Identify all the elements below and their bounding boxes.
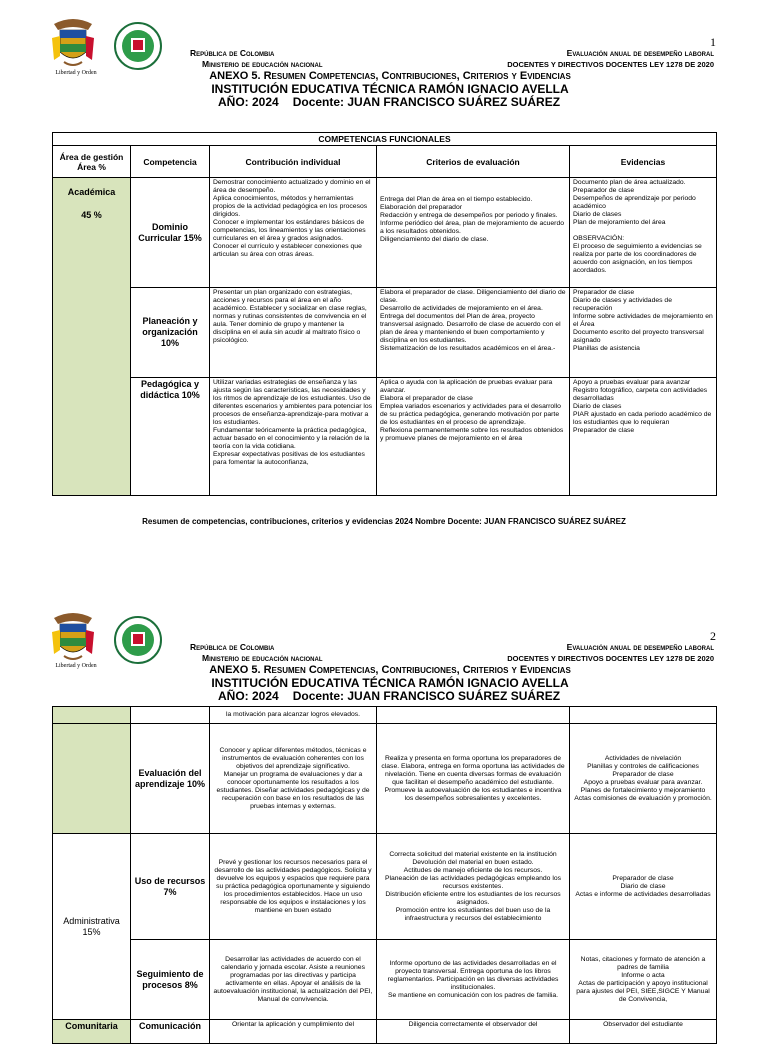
table-row	[53, 834, 717, 940]
teacher-label: Docente: JUAN FRANCISCO SUÁREZ SUÁREZ	[292, 95, 561, 109]
table-row	[53, 940, 717, 1020]
evaluation-label: Evaluación anual de desempeño laboral	[566, 48, 714, 58]
area-cell	[53, 178, 131, 496]
criteria-cell	[377, 707, 570, 724]
contribution-cell: Orientar la aplicación y cumplimiento del	[210, 1020, 377, 1044]
colombia-crest-logo	[50, 16, 96, 76]
crest-caption: Libertad y Orden	[55, 70, 97, 76]
evidence-cell: Actividades de nivelación Planillas y controles de calificaciones Preparador de clase Apoyo a pruebas evaluar para avanzar. Planes de fortalecimiento y mejoramiento Actas comisiones de evaluación y promoción.	[570, 724, 717, 834]
table-row	[53, 1020, 717, 1044]
header-right	[507, 642, 714, 664]
area-cell	[53, 707, 131, 724]
area-percent: 45 %	[81, 210, 102, 220]
area-cell: Administrativa 15%	[53, 834, 131, 1020]
law-label: DOCENTES Y DIRECTIVOS DOCENTES LEY 1278 DE 2020	[507, 60, 714, 69]
evidence-cell	[570, 707, 717, 724]
crest-caption: Libertad y Orden	[55, 663, 97, 669]
competence-cell: Pedagógica y didáctica 10%	[131, 378, 210, 496]
evidence-cell: Documento plan de área actualizado. Preparador de clase Desempeños de aprendizaje por periodo académico Diario de clases Plan de mejoramiento del área OBSERVACIÓN: El proceso de seguimiento a evidencias se realiza por parte de los coordinadores de acuerdo con asignación, en los tiempos acordados.	[570, 178, 717, 288]
competence-cell: Planeación y organización 10%	[131, 288, 210, 378]
column-header: Área de gestión Área %	[53, 146, 131, 178]
column-header: Evidencias	[570, 146, 717, 178]
evaluation-label: Evaluación anual de desempeño laboral	[566, 642, 714, 652]
page-number: 2	[710, 629, 716, 643]
year-label: AÑO: 2024	[218, 95, 279, 109]
criteria-cell: Diligencia correctamente el observador del	[377, 1020, 570, 1044]
contribution-cell: la motivación para alcanzar logros elevados.	[210, 707, 377, 724]
country-label: República de Colombia	[190, 48, 275, 58]
header-right	[507, 48, 714, 70]
criteria-cell: Entrega del Plan de área en el tiempo establecido. Elaboración del preparador Redacción y entrega de desempeños por periodo y finales. Informe periódico del área, plan de mejoramiento de acuerdo a los resultados obtenidos. Diligenciamiento del diario de clase.	[377, 178, 570, 288]
contribution-cell: Utilizar variadas estrategias de enseñanza y las ajusta según las características, las necesidades y los ritmos de aprendizaje de los estudiantes. Uso de diferentes escenarios y ambientes para potenciar los procesos de enseñanza-aprendizaje-para motivar a los estudiantes. Fundamentar teóricamente la práctica pedagógica, actuar basado en el conocimiento y la relación de la teoría con la vida cotidiana. Expresar expectativas positivas de los estudiantes para fomentar la autoconfianza,	[210, 378, 377, 496]
competencies-table-continued	[52, 706, 717, 1044]
evidence-cell: Notas, citaciones y formato de atención a padres de familia Informe o acta Actas de participación y apoyo institucional para ajustes del PEI, SIEE,SIGCE Y Manual de Convivencia,	[570, 940, 717, 1020]
competence-cell	[131, 707, 210, 724]
ministry-label: Ministerio de educación nacional	[202, 653, 323, 663]
header-left	[190, 48, 323, 70]
competence-cell: Comunicación	[131, 1020, 210, 1044]
document-title	[180, 70, 600, 109]
evidence-cell: Preparador de clase Diario de clases y actividades de recuperación Informe sobre actividades de mejoramiento en el Área Documento escrito del proyecto transversal asignado Planillas de asistencia	[570, 288, 717, 378]
criteria-cell: Aplica o ayuda con la aplicación de pruebas evaluar para avanzar. Elabora el preparador de clase Emplea variados escenarios y actividades para el desarrollo de su práctica pedagógica, generando motivación por parte de los estudiantes en el proceso de aprendizaje. Reflexiona permanentemente sobre los resultados obtenidos y promueve planes de mejoramiento en el área	[377, 378, 570, 496]
criteria-cell: Realiza y presenta en forma oportuna los preparadores de clase. Elabora, entrega en forma oportuna las actividades de nivelación. Tiene en cuenta diversas formas de evaluación que facilitan el desempeño académico del estudiante. Promueve la autoevaluación de los estudiantes e incentiva los desempeños sobresalientes y excelentes.	[377, 724, 570, 834]
contribution-cell: Presentar un plan organizado con estrategias, acciones y recursos para el área en el año académico. Establecer y socializar en clase reglas, normas y rutinas consistentes de convivencia en el aula. Tener dominio de grupo y mantener la disciplina en el aula sin acudir al maltrato físico o psicológico.	[210, 288, 377, 378]
table-row	[53, 178, 717, 288]
area-cell	[53, 724, 131, 834]
competencies-table	[52, 132, 717, 496]
competence-cell: Dominio Curricular 15%	[131, 178, 210, 288]
column-header: Competencia	[131, 146, 210, 178]
criteria-cell: Informe oportuno de las actividades desarrolladas en el proyecto transversal. Entrega oportuna de los libros reglamentarios. Participación en las diversas actividades institucionales. Se mantiene en comunicación con los padres de familia.	[377, 940, 570, 1020]
country-label: República de Colombia	[190, 642, 275, 652]
criteria-cell: Elabora el preparador de clase. Diligenciamiento del diario de clase. Desarrollo de actividades de mejoramiento en el área. Entrega del documentos del Plan de área, proyecto transversal asignado. Desarrollo de clase de acuerdo con el plan de área y manteniendo el buen comportamiento y disciplina en los estudiantes. Sistematización de los resultados académicos en el área.-	[377, 288, 570, 378]
competence-cell: Evaluación del aprendizaje 10%	[131, 724, 210, 834]
contribution-cell: Desarrollar las actividades de acuerdo con el calendario y jornada escolar. Asiste a reuniones programadas por las directivas y participa activamente en ellas. Apoyar el análisis de la autoevaluación institucional, la actualización del PEI, Manual de convivencia.	[210, 940, 377, 1020]
year-label: AÑO: 2024	[218, 689, 279, 703]
annex-title: ANEXO 5. Resumen Competencias, Contribuciones, Criterios y Evidencias	[209, 664, 571, 676]
table-row	[53, 724, 717, 834]
institution-name: INSTITUCIÓN EDUCATIVA TÉCNICA RAMÓN IGNACIO AVELLA	[211, 82, 569, 96]
area-cell: Comunitaria	[53, 1020, 131, 1044]
contribution-cell: Demostrar conocimiento actualizado y dominio en el área de desempeño. Aplica conocimientos, métodos y herramientas propios de la actividad pedagógica en los procesos dirigidos. Conocer e implementar los estándares básicos de competencias, los lineamientos y las orientaciones curriculares en el área y grados asignados. Conocer el currículo y establecer conexiones que articulan su área con otras áreas.	[210, 178, 377, 288]
evidence-cell: Apoyo a pruebas evaluar para avanzar Registro fotográfico, carpeta con actividades desarrolladas Diario de clases PIAR ajustado en cada periodo académico de los estudiantes que lo requieran Preparador de clase	[570, 378, 717, 496]
evidence-cell: Observador del estudiante	[570, 1020, 717, 1044]
section-title: COMPETENCIAS FUNCIONALES	[53, 133, 717, 146]
column-header: Contribución individual	[210, 146, 377, 178]
contribution-cell: Prevé y gestionar los recursos necesarios para el desarrollo de las actividades pedagógicos. Solicita y devuelve los equipos y espacios que requiere para su práctica pedagógica oportunamente y siguiendo los procedimientos establecidos. Hace un uso responsable de los equipos e instalaciones y los mantiene en buen estado	[210, 834, 377, 940]
annex-title: ANEXO 5. Resumen Competencias, Contribuciones, Criterios y Evidencias	[209, 70, 571, 82]
competence-cell: Seguimiento de procesos 8%	[131, 940, 210, 1020]
column-header: Criterios de evaluación	[377, 146, 570, 178]
year-teacher-line	[180, 96, 600, 109]
competence-cell: Uso de recursos 7%	[131, 834, 210, 940]
institution-seal-logo	[114, 614, 162, 666]
evidence-cell: Preparador de clase Diario de clase Actas e informe de actividades desarrolladas	[570, 834, 717, 940]
table-row	[53, 378, 717, 496]
table-row	[53, 707, 717, 724]
page-number: 1	[710, 35, 716, 49]
ministry-label: Ministerio de educación nacional	[202, 59, 323, 69]
header-left	[190, 642, 323, 664]
institution-name: INSTITUCIÓN EDUCATIVA TÉCNICA RAMÓN IGNACIO AVELLA	[211, 676, 569, 690]
colombia-crest-logo	[50, 610, 96, 670]
page-footer: Resumen de competencias, contribuciones, criterios y evidencias 2024 Nombre Docente: JUAN FRANCISCO SUÁREZ SUÁREZ	[142, 517, 626, 526]
criteria-cell: Correcta solicitud del material existente en la institución Devolución del material en buen estado. Actitudes de manejo eficiente de los recursos. Planeación de las actividades pedagógicas empleando los recursos existentes. Distribución eficiente entre los estudiantes de los recursos asignados. Promoción entre los estudiantes del buen uso de la infraestructura y recursos del establecimiento	[377, 834, 570, 940]
teacher-label: Docente: JUAN FRANCISCO SUÁREZ SUÁREZ	[292, 689, 561, 703]
document-page-2	[0, 600, 768, 1031]
contribution-cell: Conocer y aplicar diferentes métodos, técnicas e instrumentos de evaluación coherentes con los objetivos del aprendizaje significativo. Manejar un programa de evaluaciones y dar a conocer oportunamente los resultados a los estudiantes. Diseñar actividades pedagógicas y de recuperación con base en los resultados de las pruebas internas y externas.	[210, 724, 377, 834]
law-label: DOCENTES Y DIRECTIVOS DOCENTES LEY 1278 DE 2020	[507, 654, 714, 663]
year-teacher-line	[180, 690, 600, 703]
institution-seal-logo	[114, 20, 162, 72]
area-name: Académica	[67, 187, 116, 197]
table-row	[53, 288, 717, 378]
document-title	[180, 664, 600, 703]
